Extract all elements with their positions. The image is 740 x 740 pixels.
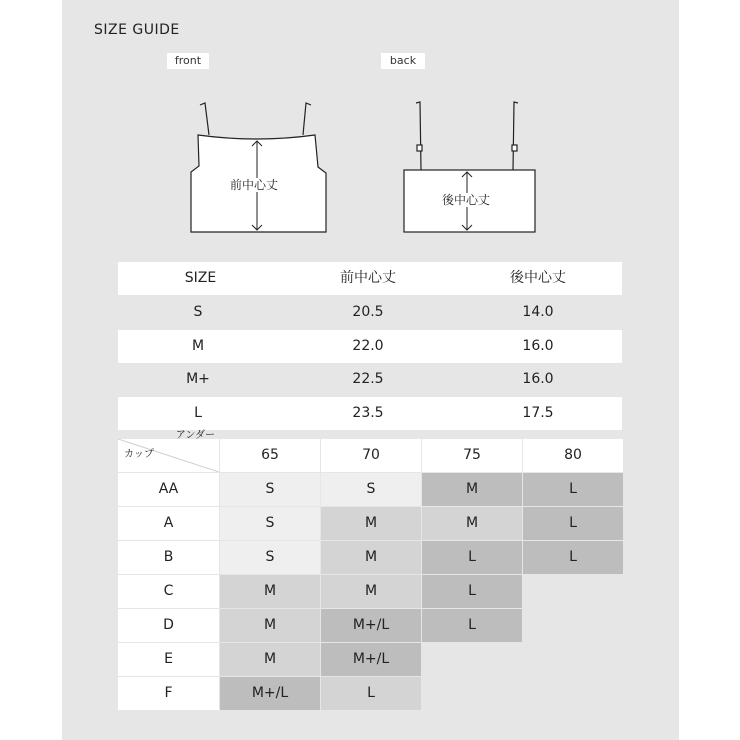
fit-size-cell: S [321, 473, 421, 506]
size-cell: M [191, 338, 205, 354]
under-size-header: 70 [321, 439, 421, 472]
back-measure-label: 後中心丈 [442, 193, 491, 207]
corner-under-label: アンダー [175, 430, 215, 441]
size-cell: M+ [186, 371, 210, 387]
fit-size-cell: M+/L [220, 677, 320, 710]
cup-label: AA [118, 473, 219, 506]
size-table-header [118, 262, 622, 295]
front-tag: front [167, 53, 209, 69]
header-size: SIZE [184, 270, 217, 286]
fit-size-cell: M+/L [321, 643, 421, 676]
size-cell: L [194, 405, 202, 421]
back-length-cell: 14.0 [522, 304, 554, 320]
cup-label: C [118, 575, 219, 608]
header-front-length: 前中心丈 [340, 270, 396, 286]
header-back-length: 後中心丈 [510, 270, 566, 286]
cup-label: A [118, 507, 219, 540]
size-cell: S [193, 304, 203, 320]
table-row [118, 397, 622, 430]
fit-size-cell: L [422, 575, 522, 608]
fit-size-cell: M+/L [321, 609, 421, 642]
front-length-cell: 22.5 [352, 371, 384, 387]
fit-size-cell: L [523, 473, 623, 506]
cup-label: D [118, 609, 219, 642]
corner-cell [118, 430, 219, 472]
fit-size-cell: M [422, 473, 522, 506]
fit-size-cell: M [220, 575, 320, 608]
fit-size-cell: L [422, 609, 522, 642]
front-measure-label: 前中心丈 [230, 178, 279, 192]
cup-label: E [118, 643, 219, 676]
fit-size-cell: M [321, 507, 421, 540]
back-length-cell: 16.0 [522, 371, 554, 387]
back-length-cell: 16.0 [522, 338, 554, 354]
front-length-cell: 23.5 [352, 405, 384, 421]
fit-size-cell: S [220, 507, 320, 540]
fit-size-cell: S [220, 541, 320, 574]
cup-label: F [118, 677, 219, 710]
fit-size-cell: S [220, 473, 320, 506]
fit-size-cell: M [321, 541, 421, 574]
page-title: SIZE GUIDE [94, 22, 180, 38]
under-size-header: 80 [523, 439, 623, 472]
fit-size-cell: L [523, 541, 623, 574]
cup-label: B [118, 541, 219, 574]
back-length-cell: 17.5 [522, 405, 554, 421]
fit-size-cell: L [523, 507, 623, 540]
fit-size-cell: M [422, 507, 522, 540]
front-length-cell: 22.0 [352, 338, 384, 354]
fit-size-cell: M [321, 575, 421, 608]
under-size-header: 75 [422, 439, 522, 472]
fit-size-cell: M [220, 609, 320, 642]
table-row [118, 330, 622, 363]
back-tag: back [381, 53, 425, 69]
table-row [118, 363, 622, 396]
corner-cup-label: カップ [124, 449, 154, 460]
under-size-header: 65 [220, 439, 320, 472]
fit-size-cell: M [220, 643, 320, 676]
front-length-cell: 20.5 [352, 304, 384, 320]
fit-size-cell: L [422, 541, 522, 574]
fit-size-cell: L [321, 677, 421, 710]
table-row [118, 296, 622, 329]
